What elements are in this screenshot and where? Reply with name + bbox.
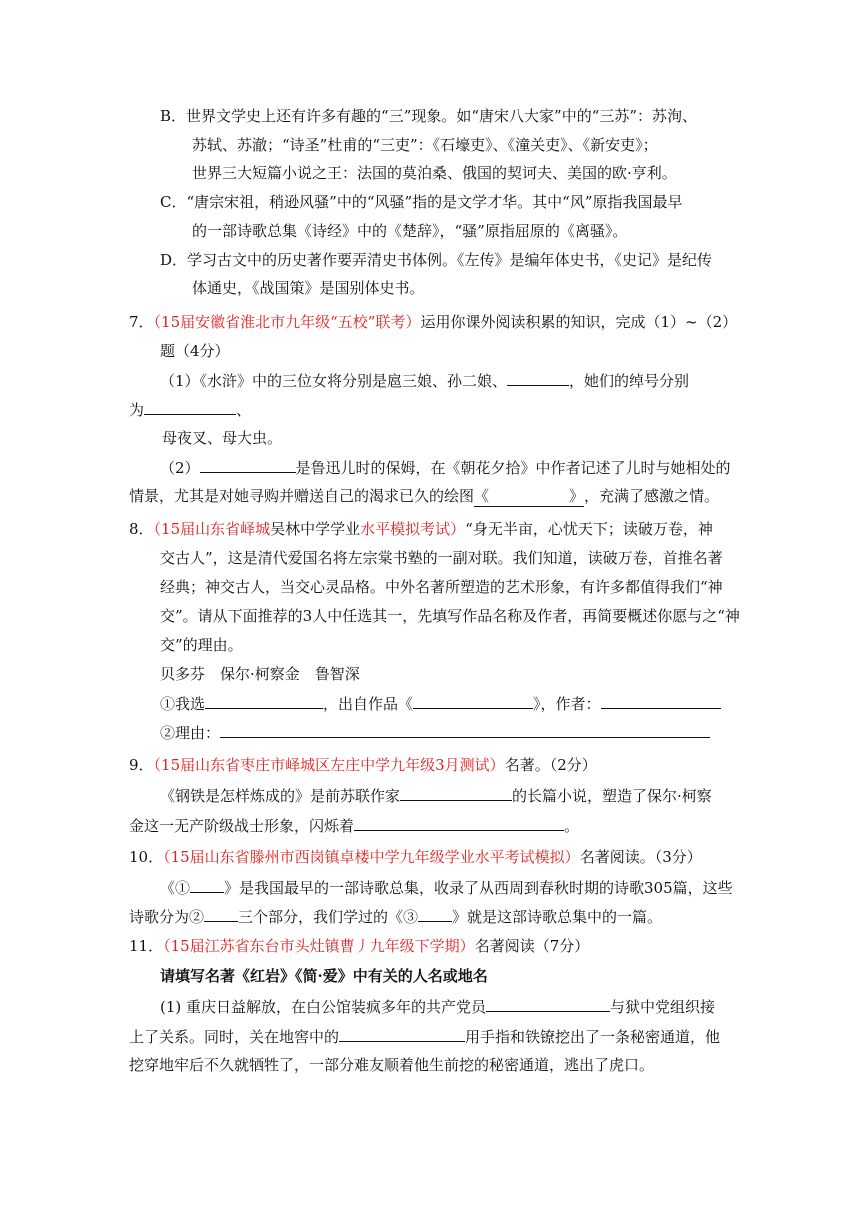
q11-text-b: 与狱中党组织接 <box>610 998 716 1016</box>
question-source: （15届安徽省淮北市九年级“五校”联考） <box>153 313 421 331</box>
answer-blank[interactable] <box>144 399 236 415</box>
question-7-part-1-cont <box>129 399 251 420</box>
question-8-text-2: 交古人”，这是清代爱国名将左宗棠书塾的一副对联。我们知道，读破万卷，首推名著 <box>160 549 723 567</box>
q10-text-a: 《① <box>160 879 191 897</box>
q7-p2-close-quote: 》 <box>569 487 585 505</box>
question-prompt: 名著。（2分） <box>504 756 597 774</box>
question-number: 9． <box>129 756 154 774</box>
q8-pick-text-b: ，出自作品《 <box>323 695 414 713</box>
answer-blank[interactable] <box>205 693 323 709</box>
question-source: （15届山东省滕州市西岗镇卓楼中学九年级学业水平考试模拟） <box>163 848 580 866</box>
q9-text-a: 《钢铁是怎样炼成的》是前苏联作家 <box>160 787 401 805</box>
q8-reason-label: ②理由： <box>160 724 221 742</box>
question-8-reason-line <box>160 722 710 743</box>
question-9-header <box>129 755 597 775</box>
question-source: （15届江苏省东台市头灶镇曹丿九年级下学期） <box>163 937 475 955</box>
question-11-line-1 <box>160 996 715 1017</box>
question-8-text-3: 经典；神交古人，当交心灵品格。中外名著所塑造的艺术形象，有许多都值得我们“神 <box>160 578 723 596</box>
q7-p1-text-b: ，她们的绰号分别 <box>569 372 690 390</box>
question-8-text-5: 交”的理由。 <box>160 636 243 654</box>
answer-blank[interactable] <box>190 877 224 893</box>
question-prompt: 名著阅读。（3分） <box>579 848 702 866</box>
answer-blank[interactable] <box>339 1026 465 1042</box>
answer-blank[interactable] <box>413 693 533 709</box>
question-prompt: 运用你课外阅读积累的知识，完成（1）~（2） <box>420 313 738 331</box>
q10-text-d: 三个部分，我们学过的《③ <box>238 908 419 926</box>
q9-text-d: 。 <box>564 817 580 835</box>
q8-pick-text-c: 》，作者： <box>533 695 601 713</box>
q10-text-b: 》是我国最早的一部诗歌总集，收录了从西周到春秋时期的诗歌305篇，这些 <box>224 879 733 897</box>
question-7-part-1 <box>160 370 689 391</box>
answer-blank[interactable] <box>418 906 452 922</box>
q7-p2-text-b: 是鲁迅儿时的保姆，在《朝花夕拾》中作者记述了儿时与她相处的 <box>295 459 731 477</box>
question-source-c: 水平模拟考试） <box>360 520 466 538</box>
answer-blank[interactable] <box>204 906 238 922</box>
q7-p2-open-quote: 《 <box>474 487 490 505</box>
q7-p2-text-c: 情景，尤其是对她寻购并赠送自己的渴求已久的绘图 <box>129 487 475 505</box>
q7-p1-text-d: 、 <box>236 401 252 419</box>
question-number: 10． <box>129 848 164 866</box>
question-8-people: 贝多芬 保尔·柯察金 鲁智深 <box>160 665 360 683</box>
question-8-pick-line <box>160 693 721 714</box>
question-source-a: （15届山东省峄城 <box>153 520 271 538</box>
book-title-blank[interactable] <box>474 486 584 507</box>
question-number: 7． <box>129 313 154 331</box>
question-8-header <box>129 519 713 539</box>
question-source-b: 吴林中学学业 <box>270 520 361 538</box>
answer-blank[interactable] <box>486 996 610 1012</box>
question-10-header <box>129 847 702 867</box>
question-10-line-1 <box>160 877 733 898</box>
q7-p2-text-a: （2） <box>160 459 200 477</box>
question-7-part-1-end: 母夜叉、母大虫。 <box>162 429 283 447</box>
answer-blank[interactable] <box>200 457 296 473</box>
question-11-heading: 请填写名著《红岩》《简·爱》中有关的人名或地名 <box>160 967 488 985</box>
question-number: 8． <box>129 520 154 538</box>
q11-text-d: 用手指和铁镣挖出了一条秘密通道，他 <box>465 1028 721 1046</box>
answer-blank[interactable] <box>507 370 569 386</box>
q11-text-a: (1) 重庆日益解放，在白公馆装疯多年的共产党员 <box>160 998 487 1016</box>
option-c-line-1: C．“唐宗宋祖，稍逊风骚”中的“风骚”指的是文学才华。其中“风”原指我国最早 <box>160 193 683 211</box>
question-11-line-2 <box>129 1026 720 1047</box>
answer-blank[interactable] <box>354 815 564 831</box>
q9-text-b: 的长篇小说，塑造了保尔·柯察 <box>512 787 712 805</box>
question-7-part-2 <box>160 457 731 478</box>
q11-text-c: 上了关系。同时，关在地窖中的 <box>129 1028 340 1046</box>
question-8-text-1: “身无半亩，心忧天下；读破万卷，神 <box>465 520 713 538</box>
answer-blank[interactable] <box>220 722 710 738</box>
answer-blank[interactable] <box>400 785 512 801</box>
q9-text-c: 金这一无产阶级战士形象，闪烁着 <box>129 817 355 835</box>
option-b-line-2: 苏轼、苏澈；“诗圣”杜甫的“三吏”：《石壕吏》、《潼关吏》、《新安吏》； <box>192 136 658 154</box>
option-c-line-2: 的一部诗歌总集《诗经》中的《楚辞》，“骚”原指屈原的《离骚》。 <box>192 222 628 240</box>
question-number: 11． <box>129 937 164 955</box>
question-11-header <box>129 936 589 956</box>
option-b-line-3: 世界三大短篇小说之王：法国的莫泊桑、俄国的契诃夫、美国的欧·亨利。 <box>192 164 677 182</box>
q10-text-c: 诗歌分为② <box>129 908 205 926</box>
answer-blank[interactable] <box>601 693 721 709</box>
question-10-line-2 <box>129 906 662 927</box>
question-8-text-4: 交”。请从下面推荐的3人中任选其一，先填写作品名称及作者，再简要概述你愿与之“神 <box>160 607 740 625</box>
question-9-line-2 <box>129 815 579 836</box>
q7-p2-text-f: ，充满了感激之情。 <box>584 487 720 505</box>
q10-text-e: 》就是这部诗歌总集中的一篇。 <box>452 908 663 926</box>
question-prompt: 名著阅读（7分） <box>474 937 590 955</box>
question-7-header <box>129 312 737 332</box>
q7-p1-text-a: （1）《水浒》中的三位女将分别是扈三娘、孙二娘、 <box>160 372 508 390</box>
question-7-prompt-cont: 题（4分） <box>160 342 230 360</box>
question-7-part-2-cont <box>129 486 719 507</box>
question-source: （15届山东省枣庄市峄城区左庄中学九年级3月测试） <box>153 756 505 774</box>
option-d-line-1: D．学习古文中的历史著作要弄清史书体例。《左传》是编年体史书，《史记》是纪传 <box>160 251 713 269</box>
question-11-line-3: 挖穿地牢后不久就牺牲了，一部分难友顺着他生前挖的秘密通道，逃出了虎口。 <box>129 1056 655 1074</box>
q8-pick-text-a: ①我选 <box>160 695 206 713</box>
question-9-line-1 <box>160 785 712 806</box>
option-d-line-2: 体通史，《战国策》是国别体史书。 <box>192 279 425 297</box>
option-b-line-1: B．世界文学史上还有许多有趣的“三”现象。如“唐宋八大家”中的“三苏”：苏洵、 <box>160 107 698 125</box>
q7-p1-text-c: 为 <box>129 401 145 419</box>
